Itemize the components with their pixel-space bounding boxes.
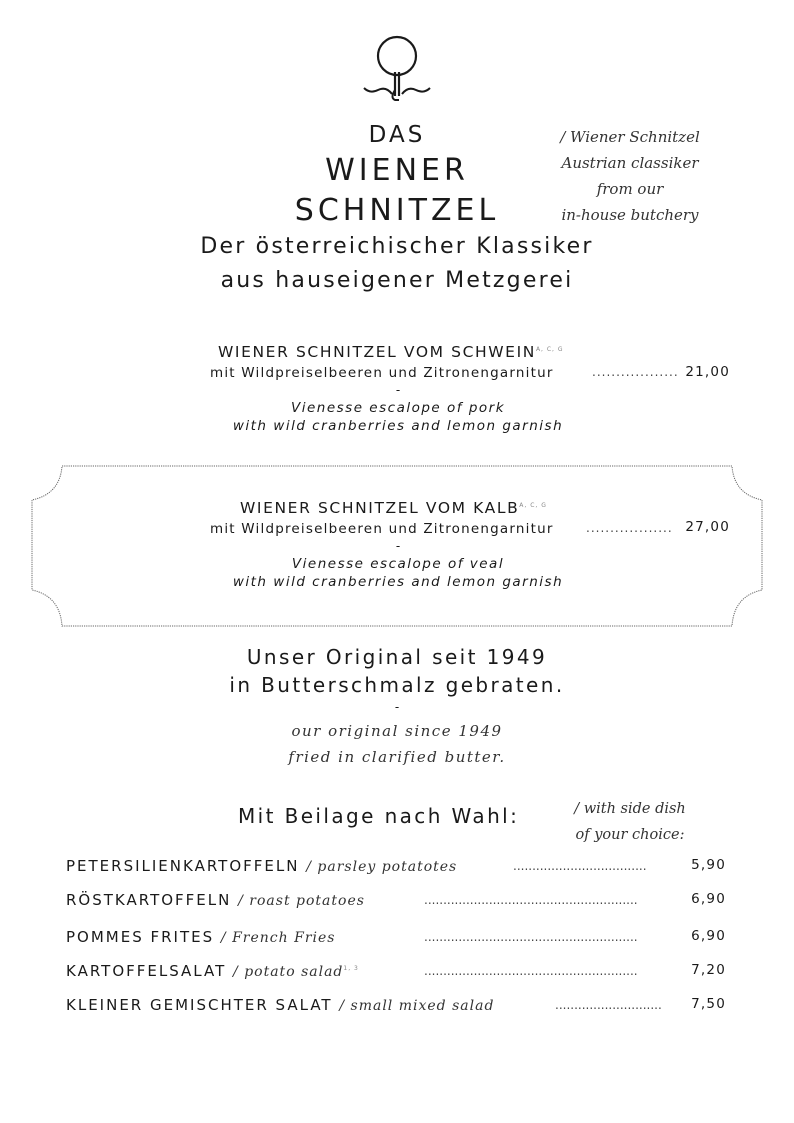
title-english-line: from our	[596, 180, 664, 198]
title-english-line: Austrian classiker	[561, 154, 699, 172]
side-name	[66, 891, 365, 909]
item-name-text: WIENER SCHNITZEL VOM SCHWEIN	[218, 343, 536, 361]
side-name	[66, 996, 494, 1014]
side-english: / small mixed salad	[339, 998, 495, 1014]
side-price: 6,90	[691, 891, 726, 907]
side-name-text: KARTOFFELSALAT	[66, 962, 227, 980]
side-item	[66, 891, 726, 915]
side-name-text: RÖSTKARTOFFELN	[66, 891, 232, 909]
sides-title-english-line: of your choice:	[575, 827, 685, 843]
sides-title-english-line: / with side dish	[574, 801, 686, 817]
subtitle-line-2: aus hauseigener Metzgerei	[220, 268, 574, 293]
side-price: 5,90	[691, 857, 726, 873]
side-item	[66, 928, 726, 952]
sides-title: Mit Beilage nach Wahl:	[238, 804, 520, 828]
side-name	[66, 928, 335, 946]
item-description-de: mit Wildpreiselbeeren und Zitronengarnitur	[210, 521, 554, 537]
item-description-en-1: Vienesse escalope of veal	[291, 556, 505, 572]
side-english: / parsley potatotes	[306, 859, 458, 875]
side-english: / potato salad	[233, 964, 344, 980]
item-name	[218, 343, 564, 361]
side-name-text: POMMES FRITES	[66, 928, 215, 946]
side-item	[66, 857, 726, 881]
title-schnitzel: SCHNITZEL	[294, 193, 500, 228]
side-price: 6,90	[691, 928, 726, 944]
side-name-text: PETERSILIENKARTOFFELN	[66, 857, 300, 875]
menu-item-pork	[200, 343, 730, 443]
side-item	[66, 996, 726, 1020]
price-leader-dots: ............................	[555, 998, 662, 1012]
title-wiener: WIENER	[325, 153, 469, 188]
side-price: 7,50	[691, 996, 726, 1012]
side-name-text: KLEINER GEMISCHTER SALAT	[66, 996, 333, 1014]
item-description-en-1: Vienesse escalope of pork	[290, 400, 506, 416]
side-name	[66, 857, 457, 875]
price-leader-dots: ...................................	[513, 859, 647, 873]
price-leader-dots: ........................................................	[424, 930, 638, 944]
side-price: 7,20	[691, 962, 726, 978]
price-leader-dots: ..................	[586, 521, 673, 535]
item-dash: -	[395, 383, 401, 397]
title-english	[540, 124, 720, 228]
item-price: 27,00	[685, 519, 730, 535]
price-leader-dots: ..................	[592, 365, 679, 379]
subtitle-line-1: Der österreichischer Klassiker	[200, 234, 594, 259]
price-leader-dots: ........................................................	[424, 893, 638, 907]
sides-title-english	[560, 796, 700, 848]
side-english: / roast potatoes	[238, 893, 365, 909]
item-price: 21,00	[685, 364, 730, 380]
original-line-1: Unser Original seit 1949	[246, 645, 548, 669]
allergen-note: A, C, G	[535, 345, 564, 353]
item-name-text: WIENER SCHNITZEL VOM KALB	[240, 499, 520, 517]
item-dash: -	[395, 539, 401, 553]
original-line-2: in Butterschmalz gebraten.	[229, 673, 565, 697]
item-description-de: mit Wildpreiselbeeren und Zitronengarnitur	[210, 365, 554, 381]
original-dash: -	[394, 700, 400, 714]
title-english-line: in-house butchery	[561, 206, 699, 224]
side-item	[66, 962, 726, 986]
allergen-note: A, C, G	[519, 501, 547, 509]
item-name	[240, 499, 547, 517]
original-english-1: our original since 1949	[291, 722, 503, 740]
price-leader-dots: ........................................................	[424, 964, 638, 978]
restaurant-logo-icon	[362, 32, 432, 104]
title-das: DAS	[368, 122, 426, 148]
menu-item-veal	[200, 499, 730, 599]
original-english-2: fried in clarified butter.	[288, 748, 506, 766]
item-description-en-2: with wild cranberries and lemon garnish	[232, 574, 564, 590]
item-description-en-2: with wild cranberries and lemon garnish	[232, 418, 564, 434]
allergen-note: 1, 3	[343, 965, 359, 972]
side-english: / French Fries	[220, 930, 336, 946]
side-name	[66, 962, 359, 980]
title-english-line: / Wiener Schnitzel	[560, 128, 700, 146]
